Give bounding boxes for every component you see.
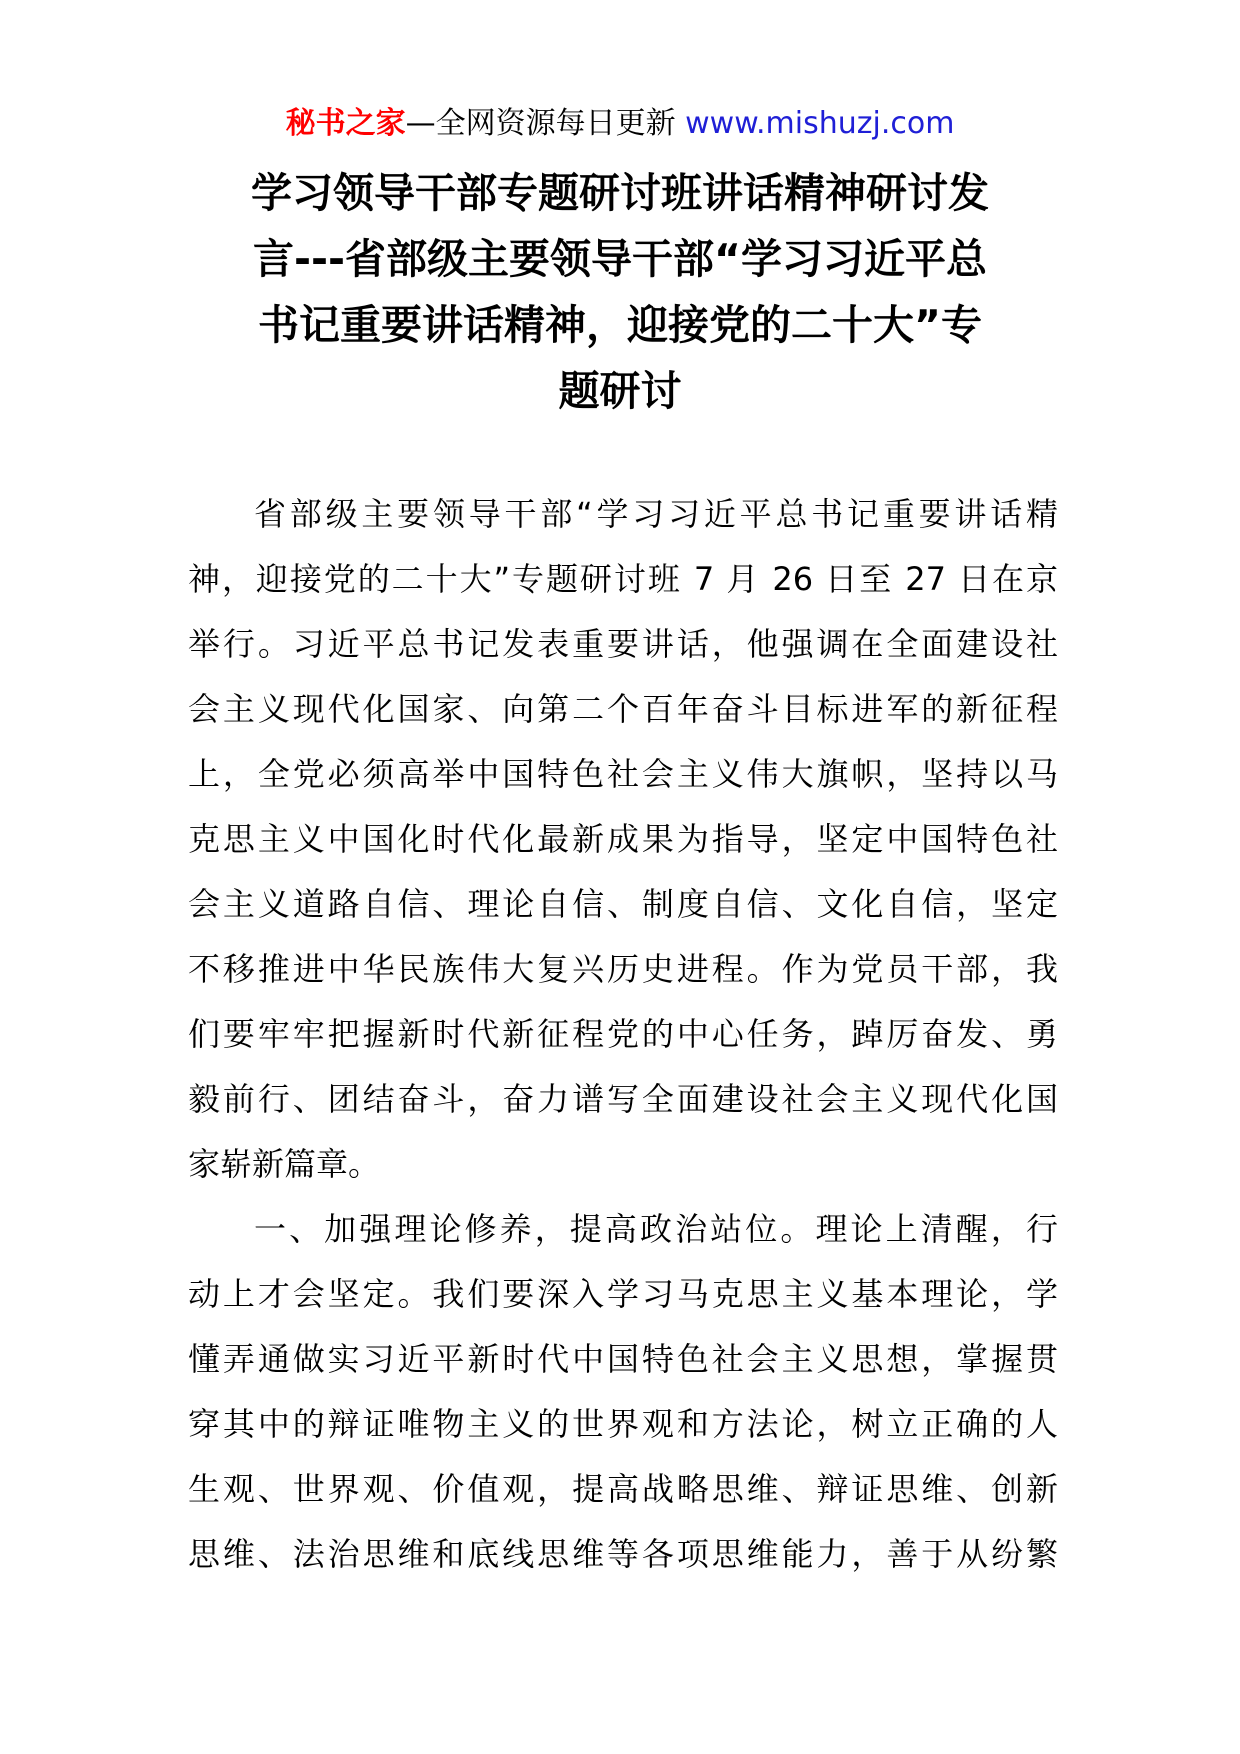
text-line: 克思主义中国化时代化最新成果为指导，坚定中国特色社	[188, 820, 1058, 858]
title-line: 学习领导干部专题研讨班讲话精神研讨发	[251, 169, 989, 217]
text-line: 懂弄通做实习近平新时代中国特色社会主义思想，掌握贯	[188, 1340, 1058, 1378]
text-line: 家崭新篇章。	[188, 1145, 381, 1183]
site-banner	[0, 100, 1240, 148]
text-line: 会主义现代化国家、向第二个百年奋斗目标进军的新征程	[188, 690, 1058, 728]
paragraph-section-one	[188, 1197, 1058, 1587]
text-line: 思维、法治思维和底线思维等各项思维能力，善于从纷繁	[188, 1535, 1058, 1573]
text-line: 们要牢牢把握新时代新征程党的中心任务，踔厉奋发、勇	[188, 1015, 1058, 1053]
document-title	[200, 160, 1040, 424]
text-line: 穿其中的辩证唯物主义的世界观和方法论，树立正确的人	[188, 1405, 1058, 1443]
text-line: 不移推进中华民族伟大复兴历史进程。作为党员干部，我	[188, 950, 1058, 988]
text-line: 一、加强理论修养，提高政治站位。理论上清醒，行	[254, 1210, 1058, 1248]
text-line: 举行。习近平总书记发表重要讲话，他强调在全面建设社	[188, 625, 1058, 663]
paragraph-intro	[188, 482, 1058, 1197]
title-line: 书记重要讲话精神，迎接党的二十大”专	[258, 301, 982, 349]
document-body	[188, 482, 1058, 1587]
text-line: 动上才会坚定。我们要深入学习马克思主义基本理论，学	[188, 1275, 1058, 1313]
brand-name: 秘书之家	[285, 106, 406, 141]
text-line: 生观、世界观、价值观，提高战略思维、辩证思维、创新	[188, 1470, 1058, 1508]
text-line: 上，全党必须高举中国特色社会主义伟大旗帜，坚持以马	[188, 755, 1058, 793]
site-url-link[interactable]: www.mishuzj.com	[685, 106, 955, 141]
title-line: 题研讨	[558, 367, 682, 415]
text-line: 会主义道路自信、理论自信、制度自信、文化自信，坚定	[188, 885, 1058, 923]
text-line: 神，迎接党的二十大”专题研讨班 7 月 26 日至 27 日在京	[188, 560, 1058, 598]
text-line: 省部级主要领导干部“学习习近平总书记重要讲话精	[254, 495, 1058, 533]
banner-tagline: —全网资源每日更新	[405, 106, 676, 141]
title-line: 言---省部级主要领导干部“学习习近平总	[253, 235, 987, 283]
text-line: 毅前行、团结奋斗，奋力谱写全面建设社会主义现代化国	[188, 1080, 1058, 1118]
